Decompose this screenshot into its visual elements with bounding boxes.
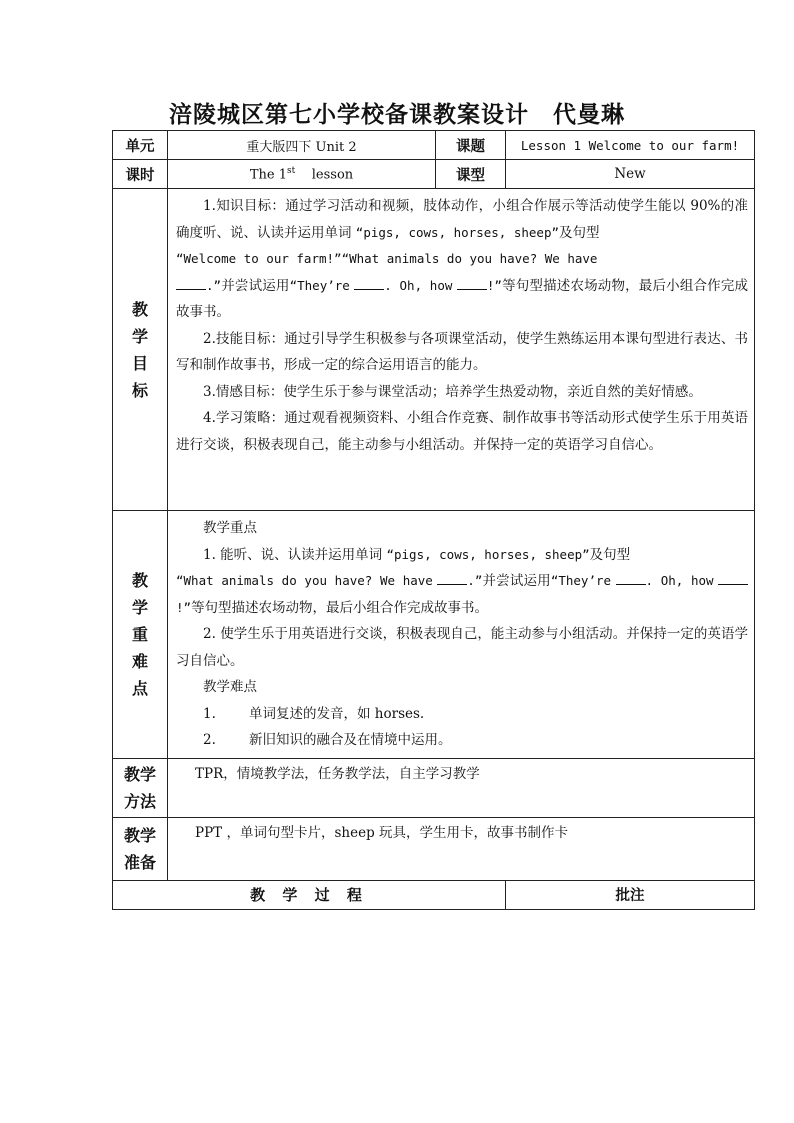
blank-line [616,572,646,585]
objective-knowledge [176,193,748,326]
lesson-plan-table [112,130,755,910]
page-title: 涪陵城区第七小学校备课教案设计 代曼琳 [169,101,625,128]
focus-sentence: “They’re [550,573,612,588]
notes-label: 批注 [506,880,755,909]
objectives-row [113,189,755,511]
objectives-content [168,189,755,511]
objective-sentence: “Welcome to our farm!”“What animals do you have? We have [176,251,598,266]
key-points-content [168,511,755,759]
unit-value: 重大版四下 Unit 2 [168,131,436,160]
key-points-label [113,511,168,759]
blank-line [718,572,748,585]
key-points-label-char: 教 [131,570,148,590]
type-label: 课型 [436,160,506,189]
process-header-row [113,880,755,909]
methods-label-line: 教学 [123,764,156,784]
objective-sentence: !” [486,277,502,293]
blank-line [354,277,384,290]
process-label: 教 学 过 程 [113,880,506,909]
difficulty-heading: 教学难点 [203,679,257,695]
difficulty-num: 1. [203,705,216,722]
objective-sentence: . Oh, how [384,277,453,293]
preparation-content: PPT ，单词句型卡片，sheep 玩具，学生用卡，故事书制作卡 [168,817,755,880]
difficulty-text: 单词复述的发音，如 horses. [249,705,425,722]
objective-knowledge-text4: 等句型描述农场动物，最后小组合作完成故事书。 [176,277,749,320]
difficulty-num: 2. [203,732,216,748]
focus-sentence: . Oh, how [645,573,714,588]
period-prefix: The 1 [249,167,287,183]
objective-knowledge-text: 1.知识目标：通过学习活动和视频，肢体动作，小组合作展示等活动使学生能以 90%的准确度听、说、认读并运用单词 [176,198,748,241]
objective-skills: 2.技能目标：通过引导学生积极参与各项课堂活动，使学生熟练运用本课句型进行表达、书写和制作故事书，形成一定的综合运用语言的能力。 [176,330,748,373]
preparation-label [113,817,168,880]
key-points-label-char: 学 [131,597,148,617]
objective-sentence: “They’re [289,277,350,293]
focus-sentence: “What animals do you have? We have [176,573,433,588]
key-points-label-char: 难 [131,651,148,671]
objectives-label-char: 学 [131,326,148,346]
topic-label: 课题 [436,131,506,160]
key-points-label-char: 点 [131,678,148,698]
objective-knowledge-text3: 并尝试运用 [221,277,290,294]
preparation-label-line: 准备 [123,852,156,872]
preparation-label-line: 教学 [123,825,156,845]
difficulty-item-2 [176,727,748,754]
focus-sentence: .” [467,573,483,588]
objective-sentence: .” [206,277,222,293]
methods-label [113,758,168,817]
period-suffix: lesson [311,167,354,183]
topic-value: Lesson 1 Welcome to our farm! [506,131,755,160]
focus-item-text: 1. 能听、说、认读并运用单词 [203,546,383,563]
focus-item-text2: 及句型 [589,546,631,563]
type-value: New [506,160,755,189]
focus-item-2: 2. 使学生乐于用英语进行交谈，积极表现自己，能主动参与小组活动。并保持一定的英语学习自信心。 [176,626,748,669]
objectives-label-char: 教 [131,299,148,319]
blank-line [176,277,206,290]
header-row-unit [113,131,755,160]
methods-label-line: 方法 [123,791,156,811]
focus-words: “pigs, cows, horses, sheep” [386,546,590,562]
objective-emotion: 3.情感目标：使学生乐于参与课堂活动；培养学生热爱动物，亲近自然的美好情感。 [203,383,702,400]
objectives-label-char: 目 [131,353,148,373]
objective-words: “pigs, cows, horses, sheep” [355,224,559,240]
focus-heading: 教学重点 [203,520,257,536]
unit-label: 单元 [113,131,168,160]
focus-item-1 [176,542,748,622]
focus-item-text4: 等句型描述农场动物，最后小组合作完成故事书。 [191,599,489,616]
period-value [168,160,436,189]
objective-knowledge-text2: 及句型 [559,224,600,241]
objectives-label-char: 标 [131,380,148,400]
blank-line [437,572,467,585]
objective-strategy: 4.学习策略：通过观看视频资料、小组合作竞赛、制作故事书等活动形式使学生乐于用英语进行交谈，积极表现自己，能主动参与小组活动。并保持一定的英语学习自信心。 [176,410,748,453]
methods-row [113,758,755,817]
key-points-row [113,511,755,759]
blank-line [457,277,487,290]
objectives-label [113,189,168,511]
period-sup: st [286,165,296,176]
header-row-period [113,160,755,189]
methods-content: TPR，情境教学法，任务教学法，自主学习教学 [168,758,755,817]
focus-item-text3: 并尝试运用 [482,573,551,589]
period-label: 课时 [113,160,168,189]
difficulty-item-1 [176,701,748,728]
key-points-label-char: 重 [131,624,148,644]
focus-sentence: !” [176,599,192,615]
difficulty-text: 新旧知识的融合及在情境中运用。 [249,732,452,748]
preparation-row [113,817,755,880]
